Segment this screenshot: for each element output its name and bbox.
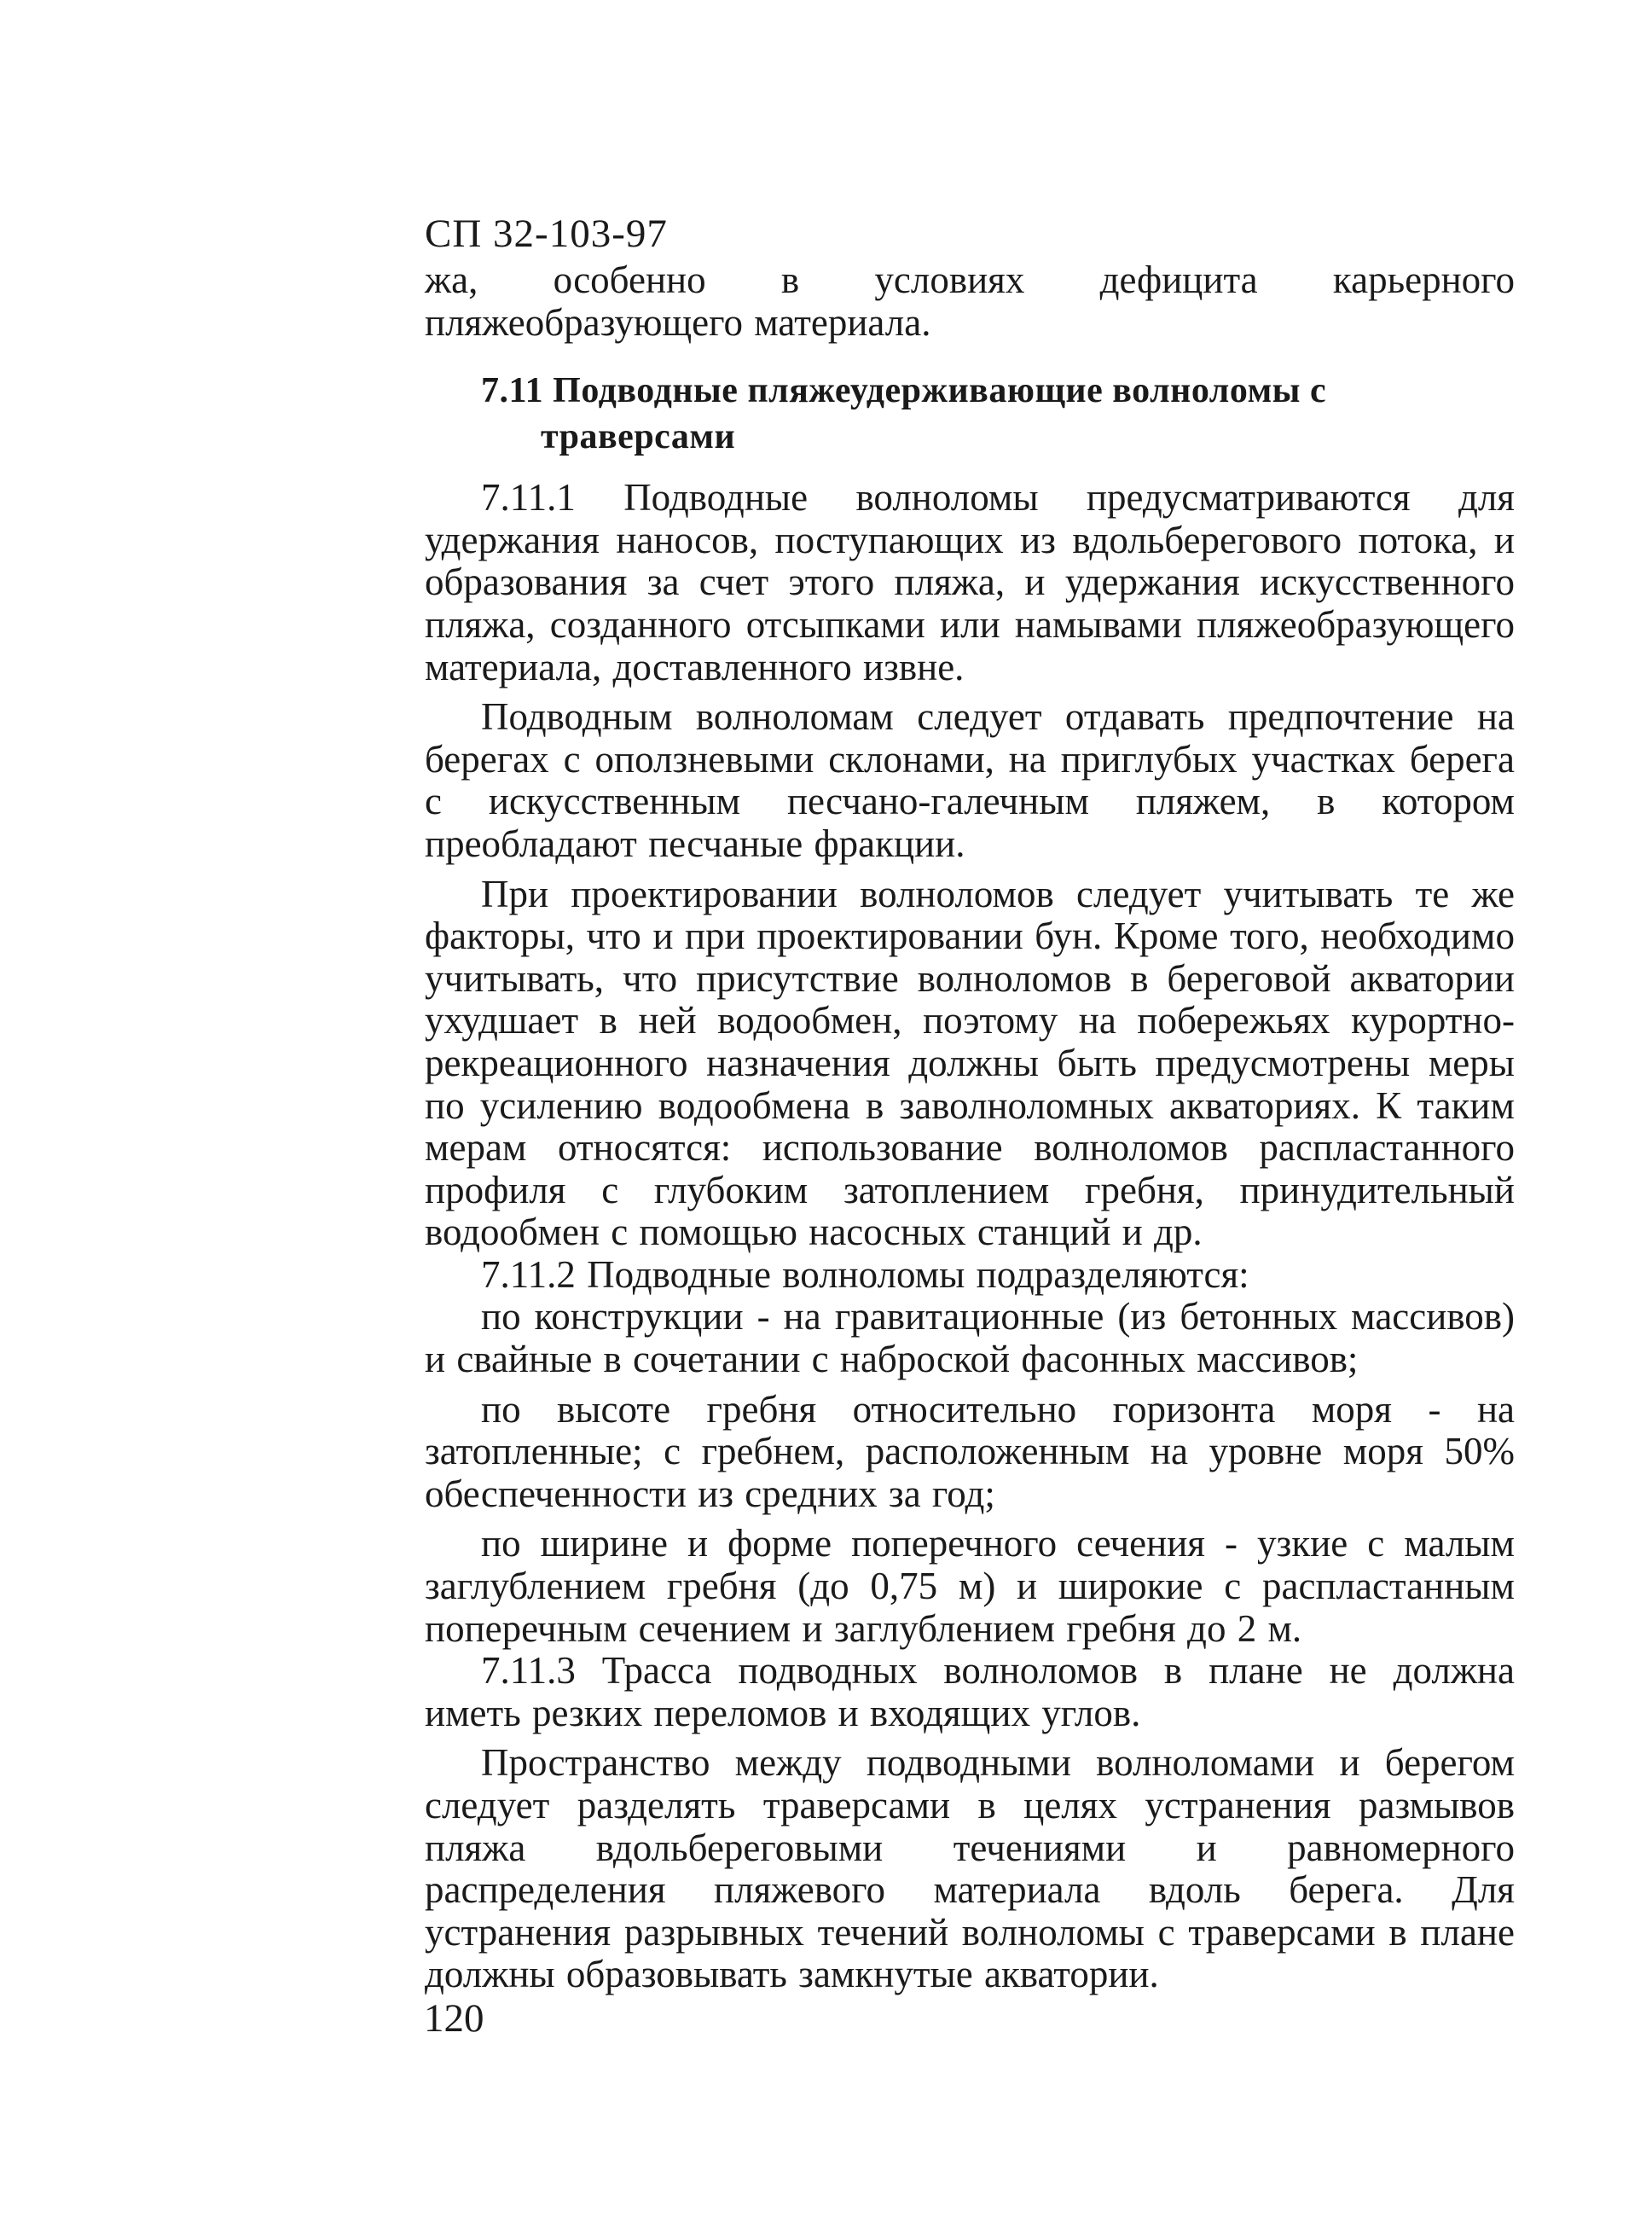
list-item-crest-height: по высоте гребня относительно горизонта моря - на затопленные; с гребнем, расположенным на уровне моря 50% обеспеченности из средних за год; [425,1387,1515,1515]
list-item-construction: по конструкции - на гравитационные (из бетонных массивов) и свайные в сочетании с наброской фасонных массивов; [425,1295,1515,1381]
section-heading: 7.11 Подводные пляжеудерживающие волноломы с траверсами [481,371,1327,457]
text-column [425,210,1515,1996]
paragraph-7-11-2: 7.11.2 Подводные волноломы подразделяются: [481,1252,1249,1296]
list-item-cross-section: по ширине и форме поперечного сечения - узкие с малым заглублением гребня (до 0,75 м) и широкие с распластанным поперечным сечением и заглублением гребня до 2 м. [425,1522,1515,1650]
document-code: СП 32-103-97 [425,212,668,256]
page-number: 120 [424,1996,484,2041]
paragraph-7-11-1: 7.11.1 Подводные волноломы предусматриваются для удержания наносов, поступающих из вдольберегового потока, и образования за счет этого пляжа, и удержания искусственного пляжа, созданного отсыпками или намывами пляжеобразующего материала, доставленного извне. [425,476,1515,688]
intro-paragraph: жа, особенно в условиях дефицита карьерного пляжеобразующего материала. [425,258,1515,344]
paragraph-preference: Подводным волноломам следует отдавать предпочтение на берегах с оползневыми склонами, на приглубых участках берега с искусственным песчано-галечным пляжем, в котором преобладают песчаные фракции. [425,695,1515,865]
paragraph-traverses: Пространство между подводными волноломами и берегом следует разделять траверсами в целях устранения размывов пляжа вдольбереговыми течениями и равномерного распределения пляжевого материала вдоль берега. Для устранения разрывных течений волноломы с траверсами в плане должны образовывать замкнутые акватории. [425,1741,1515,1996]
paragraph-design-factors: При проектировании волноломов следует учитывать те же факторы, что и при проектировании бун. Кроме того, необходимо учитывать, что присутствие волноломов в береговой акватории ухудшает в ней водообмен, поэтому на побережьях курортно-рекреационного назначения должны быть предусмотрены меры по усилению водообмена в заволноломных акваториях. К таким мерам относятся: использование волноломов распластанного профиля с глубоким затоплением гребня, принудительный водообмен с помощью насосных станций и др. [425,872,1515,1254]
paragraph-7-11-3: 7.11.3 Трасса подводных волноломов в плане не должна иметь резких переломов и входящих углов. [425,1649,1515,1734]
